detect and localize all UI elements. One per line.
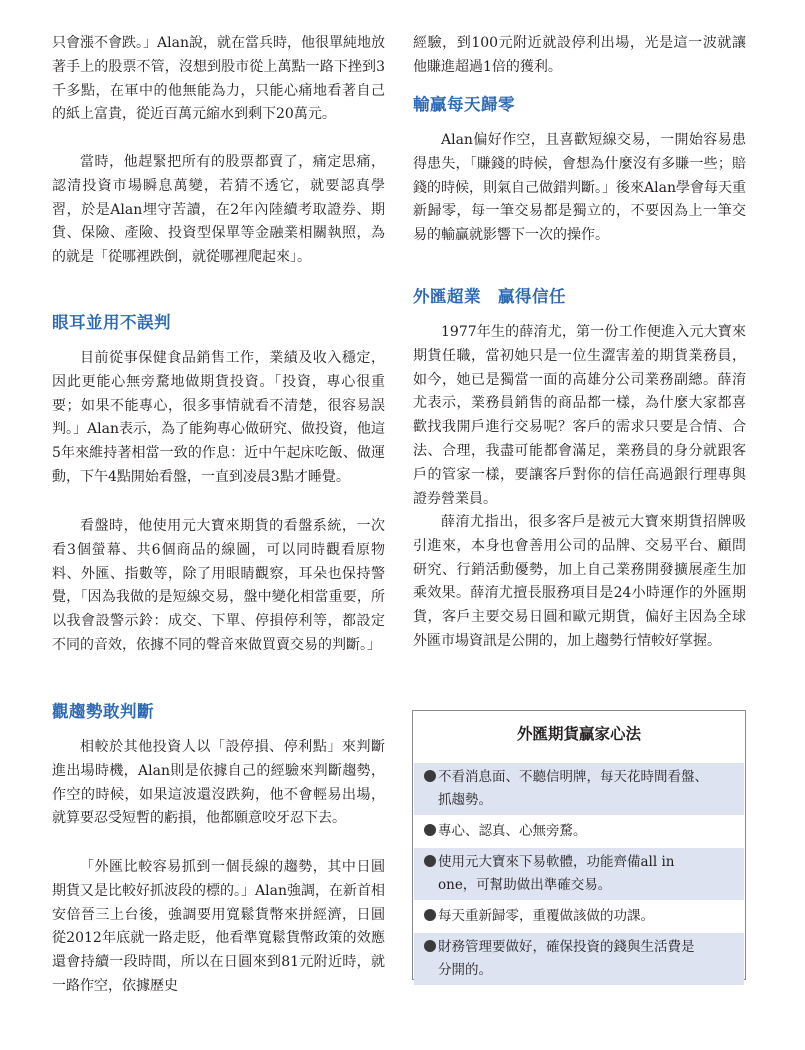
section-heading: 輸贏每天歸零 [413, 95, 515, 114]
paragraph: 只會漲不會跌。」Alan說，就在當兵時，他很單純地放著手上的股票不管，沒想到股市從上萬點一路下挫到3千多點，在軍中的他無能為力，只能心痛地看著自己的紙上富貴，從近百萬元縮水到剩下20萬元。 [52, 35, 385, 123]
paragraph: 當時，他趕緊把所有的股票都賣了，痛定思痛，認清投資市場瞬息萬變，若猜不透它，就要認真學習，於是Alan埋守苦讀，在2年內陸續考取證券、期貨、保險、產險、投資型保單等金融業相關執照，為的就是「從哪裡跌倒，就從哪裡爬起來」。 [52, 154, 385, 266]
bullet-icon [424, 909, 436, 921]
paragraph: 看盤時，他使用元大寶來期貨的看盤系統，一次看3個螢幕、共6個商品的線圖，可以同時觀看原物料、外匯、指數等，除了用眼睛觀察，耳朵也保持警覺，「因為我做的是短線交易，盤中變化相當重要，所以我會設警示鈴：成交、下單、停損停利等，都設定不同的音效，依據不同的聲音來做買賣交易的判斷。」 [52, 518, 385, 653]
bullet-icon [424, 770, 436, 782]
paragraph: 相較於其他投資人以「設停損、停利點」來判斷進出場時機，Alan則是依據自己的經驗來判斷趨勢，作空的時候，如果這波還沒跌夠，他不會輕易出場，就算要忍受短暫的虧損，他都願意咬牙忍下去。 [52, 739, 385, 827]
list-item: 專心、認真、心無旁騖。 [414, 817, 744, 846]
paragraph: 薛淯尤指出，很多客戶是被元大寶來期貨招牌吸引進來，本身也會善用公司的品牌、交易平台、顧問研究、行銷活動優勢，加上自己業務開發擴展產生加乘效果。薛淯尤擅長服務項目是24小時運作的外匯期貨，客戶主要交易日圓和歐元期貨，偏好主因為全球外匯市場資訊是公開的，加上趨勢行情較好掌握。 [413, 514, 746, 649]
paragraph: Alan偏好作空，且喜歡短線交易，一開始容易患得患失，「賺錢的時候，會想為什麼沒有多賺一些；賠錢的時候，則氣自己做錯判斷。」後來Alan學會每天重新歸零，每一筆交易都是獨立的，不要因為上一筆交易的輸贏就影響下一次的操作。 [413, 132, 746, 244]
section-heading: 外匯超業 贏得信任 [413, 287, 566, 306]
section-heading: 眼耳並用不誤判 [52, 313, 171, 332]
list-item: 財務管理要做好，確保投資的錢與生活費是 分開的。 [414, 933, 744, 985]
paragraph: 目前從事保健食品銷售工作，業績及收入穩定，因此更能心無旁騖地做期貨投資。「投資，專心很重要；如果不能專心，很多事情就看不清楚，很容易誤判。」Alan表示，為了能夠專心做研究、做投資，他這5年來維持著相當一致的作息：近中午起床吃飯、做運動，下午4點開始看盤，一直到凌晨3點才睡覺。 [52, 350, 385, 485]
bullet-icon [424, 855, 436, 867]
bullet-icon [424, 824, 436, 836]
bullet-icon [424, 940, 436, 952]
paragraph: 1977年生的薛淯尤，第一份工作便進入元大寶來期貨任職，當初她只是一位生澀害羞的期貨業務員，如今，她已是獨當一面的高雄分公司業務副總。薛淯尤表示，業務員銷售的商品都一樣，為什麼大家都喜歡找我開戶進行交易呢？客戶的需求只要是合情、合法、合理，我盡可能都會滿足，業務員的身分就跟客戶的管家一樣，要讓客戶對你的信任高過銀行理專與證券營業員。 [413, 324, 746, 507]
paragraph: 「外匯比較容易抓到一個長線的趨勢，其中日圓期貨又是比較好抓波段的標的。」Alan強調，在新首相安倍晉三上台後，強調要用寬鬆貨幣來拼經濟，日圓從2012年底就一路走貶，他看準寬鬆貨幣政策的效應還會持續一段時間，所以在日圓來到81元附近時，就一路作空，依據歷史 [52, 859, 385, 994]
sidebar-box-title: 外匯期貨贏家心法 [516, 725, 641, 743]
list-item: 每天重新歸零，重覆做該做的功課。 [414, 902, 744, 931]
sidebar-box [412, 710, 746, 980]
tips-list [414, 763, 744, 987]
list-item: 不看消息面、不聽信明牌，每天花時間看盤、 抓趨勢。 [414, 763, 744, 815]
left-column [52, 32, 385, 999]
section-heading: 觀趨勢敢判斷 [52, 702, 154, 721]
right-column [413, 32, 746, 654]
paragraph: 經驗，到100元附近就設停利出場，光是這一波就讓他賺進超過1倍的獲利。 [413, 35, 746, 75]
list-item: 使用元大寶來下易軟體，功能齊備all in one，可幫助做出準確交易。 [414, 848, 744, 900]
